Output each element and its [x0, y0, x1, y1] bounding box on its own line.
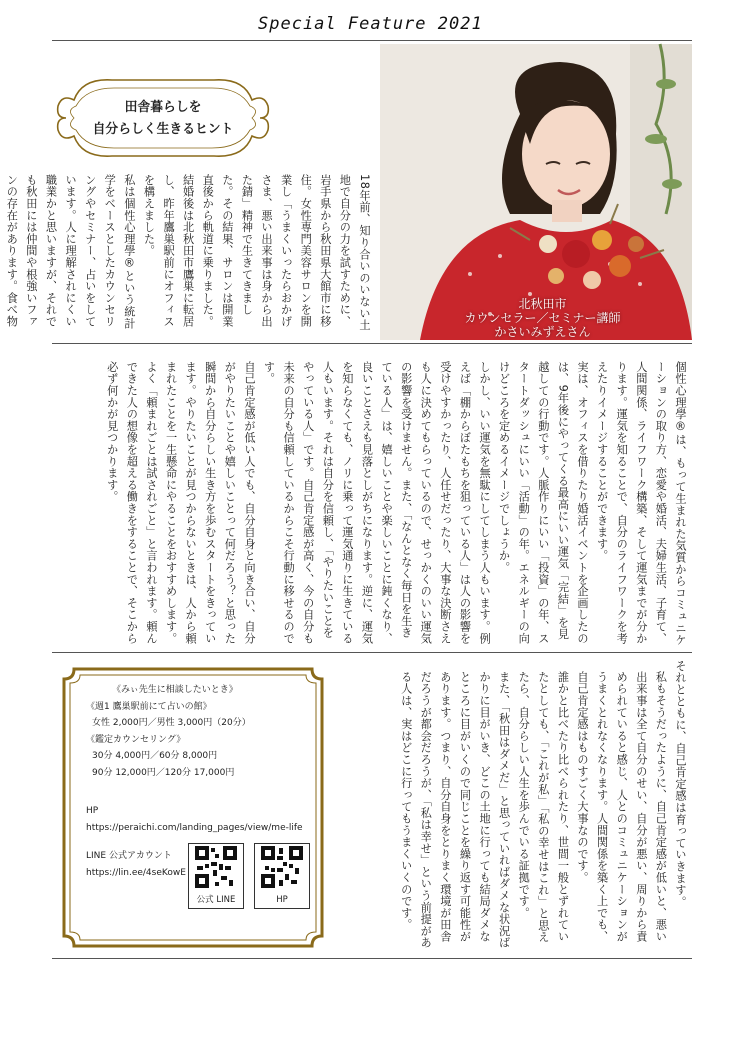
caption-role: カウンセラー／セミナー講師	[464, 311, 621, 325]
info-item-title: 《鑑定カウンセリング》	[86, 734, 186, 745]
feature-title-line1: 田舎暮らしを	[124, 100, 202, 115]
article-paragraph: また、「秋田はダメだ」と思っていればダメな状況ばかりに目がいき、どこの土地に行っても結局ダメなところに目がいくので同じことを繰り返す可能性があります。つまり、自分自身をとりまく環境が田舎だろうが都会だろうが、「私は幸せ」という前提がある人は、実はどこに行ってもうまくいくのです。	[399, 671, 511, 949]
article-paragraph: 個性心理學®は、もって生まれた気質からコミュニケーションの取り方、恋愛や婚活、夫婦生活、子育て、人間関係、ライフワーク構築、そして運気までが分かります。運気を知ることで、自分のライフワークを考えたりイメージすることができます。	[595, 361, 687, 647]
hp-label: HP	[86, 806, 99, 816]
photo-caption	[435, 297, 650, 339]
section-rule-top	[52, 343, 692, 344]
hp-url-link[interactable]: https://peraichi.com/landing_pages/view/me-life	[86, 822, 303, 833]
qr-code-icon	[255, 844, 309, 892]
line-label: LINE 公式アカウント	[86, 851, 172, 861]
article-column-bottom	[334, 660, 690, 954]
page-header	[0, 6, 741, 40]
caption-location: 北秋田市	[518, 297, 567, 311]
article-paragraph: 誰かと比べたり比べられたり、世間一般とずれていたとしても、「これが私」「私の幸せはこれ」と思えたら、自分らしい人生を歩んでいる証拠です。	[517, 671, 570, 944]
article-paragraph: それとともに、自己肯定感は育っていきます。	[674, 660, 687, 908]
qr-code-icon	[189, 844, 243, 892]
article-paragraph: 私もそうだったように、自己肯定感が低いと、悪い出来事は全て自分のせい、自分が悪い、周りから責められていると感じ、人とのコミュニケーションがうまくとれなくなります。人間関係を築く上でも、自己肯定感はものすごく大事なのです。	[576, 671, 668, 943]
qr-code-hp[interactable]	[254, 843, 310, 909]
qr-label-hp: HP	[276, 895, 288, 905]
info-item-detail: 女性 2,000円／男性 3,000円（20分）	[92, 718, 251, 728]
info-item-detail: 90分 12,000円／120分 17,000円	[92, 767, 235, 778]
caption-name: かさいみずえさん	[494, 325, 591, 339]
article-paragraph: 私は個性心理學®という統計学をベースとしたカウンセリングやセミナー、占いをしています。人に理解されにくい職業かと思いますが、それでも秋田には仲間や根強いファンの存在があります。食べ物	[5, 174, 136, 330]
section-rule-middle	[52, 652, 692, 653]
qr-code-line[interactable]	[188, 843, 244, 909]
info-item-title: 《週1 鷹巣駅前にて占いの館》	[86, 701, 212, 712]
article-paragraph: 結婚後は北秋田市鷹巣に転居し、昨年鷹巣駅前にオフィスを構えました。	[142, 174, 195, 328]
article-paragraph: しかし、いい運気を無駄にしてしまう人もいます。例えば「棚からぼたもちを狙っている人」は人の影響を受けやすかったり、人任せだったり、大事な決断さえも人に決めてもらっているので、せっかくのいい運気の影響を受けません。また、「なんとなく毎日を生きている人」は、嬉しいことや楽しいことに鈍くなり、良いことさえも見落としがちになります。逆に、運気を知らなくても、ノリに乗って運気通りに生きている人もいます。それは自分を信頼し、「やりたいことをやっている人」です。自己肯定感が高く、今の自分も未来の自分も信頼しているからこそ行動に移せるのです。	[262, 361, 492, 645]
article-column-middle	[56, 350, 690, 648]
feature-title-line2: 自分らしく生きるヒント	[92, 122, 234, 137]
article-paragraph: 自己肯定感が低い人でも、自分自身と向き合い、自分がやりたいことや嬉しいことって何だろう？と思った瞬間から自分らしい生き方を歩むスタートをきっています。やりたいことが見つからないときは、人から頼まれたことを一生懸命にやることをおすすめします。よく「頼まれごとは試されごと」と言われます。頼んできた人の想像を超える働きをすることで、そこから必ず何かが見つかります。	[105, 361, 256, 645]
qr-label-line: 公式 LINE	[196, 895, 236, 905]
portrait-illustration	[380, 44, 692, 340]
article-paragraph: 実は、オフィスを借りたり婚活イベントを企画したのは、9年後にやってくる最高にいい運気「完結」を見越しての行動です。人脈作りにいい「投資」の年、スタートダッシュにいい「活動」の年。エネルギーの向けどころを定めるイメージでしょうか。	[497, 361, 590, 645]
info-heading: 《みぃ先生に相談したいとき》	[112, 685, 238, 695]
portrait-photo	[380, 44, 692, 340]
line-url-link[interactable]: https://lin.ee/4seKowE	[86, 867, 186, 878]
header-rule	[52, 40, 692, 41]
info-item-detail: 30分 4,000円／60分 8,000円	[92, 751, 218, 761]
article-column-top	[5, 46, 374, 338]
page-title: Special Feature 2021	[258, 14, 483, 34]
article-paragraph: 18年前、知り合いのいない土地で自分の力を試すために、岩手県から秋田県大館市に移住。女性専門美容サロンを開業し「うまくいったらおかげさま、悪い出来事は身から出た錆」精神で生きてきました。その結果、サロンは開業直後から軌道に乗りました。	[201, 174, 371, 332]
section-rule-bottom	[52, 958, 692, 959]
